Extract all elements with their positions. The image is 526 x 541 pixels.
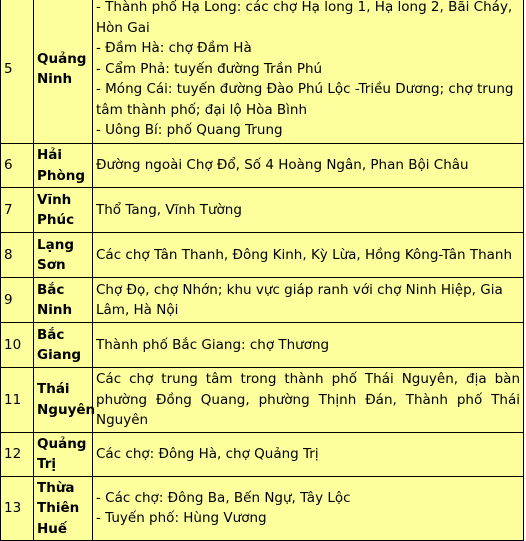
- locations-cell: [93, 368, 524, 433]
- table-row: [1, 278, 524, 323]
- province-name: Quảng Ninh: [34, 0, 93, 144]
- row-number: 9: [1, 278, 34, 323]
- location-line: Các chợ Tân Thanh, Đông Kinh, Kỳ Lừa, Hồng Kông-Tân Thanh: [96, 246, 513, 263]
- table-row: [1, 144, 524, 188]
- locations-cell: [93, 476, 524, 541]
- locations-cell: [93, 233, 524, 278]
- location-line: - Các chợ: Đông Ba, Bến Ngự, Tây Lộc: [96, 489, 351, 506]
- province-name: Quảng Trị: [34, 432, 93, 476]
- location-line: - Cẩm Phả: tuyến đường Trần Phú: [96, 60, 323, 77]
- locations-cell: [93, 432, 524, 476]
- location-line: - Thành phố Hạ Long: các chợ Hạ long 1, Hạ long 2, Bãi Cháy, Hòn Gai: [96, 0, 513, 36]
- location-line: Chợ Đọ, chợ Nhớn; khu vực giáp ranh với chợ Ninh Hiệp, Gia Lâm, Hà Nội: [96, 281, 503, 318]
- locations-cell: [93, 278, 524, 323]
- location-line: - Tuyến phố: Hùng Vương: [96, 510, 267, 527]
- locations-cell: [93, 0, 524, 144]
- province-name: Thừa Thiên Huế: [34, 476, 93, 541]
- location-line: Các chợ: Đông Hà, chợ Quảng Trị: [96, 445, 319, 462]
- table-row: [1, 368, 524, 433]
- location-line: Thành phố Bắc Giang: chợ Thương: [96, 336, 330, 353]
- province-name: Lạng Sơn: [34, 233, 93, 278]
- location-line: - Móng Cái: tuyến đường Đào Phú Lộc -Triều Dương; chợ trung tâm thành phố; đại lộ Hòa Bình: [96, 81, 514, 118]
- province-name: Thái Nguyên: [34, 368, 93, 433]
- row-number: 6: [1, 144, 34, 188]
- row-number: 11: [1, 368, 34, 433]
- province-name: Hải Phòng: [34, 144, 93, 188]
- row-number: 13: [1, 476, 34, 541]
- province-name: Bắc Giang: [34, 323, 93, 368]
- location-line: Thổ Tang, Vĩnh Tường: [96, 201, 242, 218]
- location-line: Các chợ trung tâm trong thành phố Thái Nguyên, địa bàn phường Đồng Quang, phường Thịnh Đán, Thành phố Thái Nguyên: [96, 371, 520, 428]
- row-number: 10: [1, 323, 34, 368]
- table-row: [1, 476, 524, 541]
- location-line: - Uông Bí: phố Quang Trung: [96, 122, 283, 139]
- row-number: 7: [1, 188, 34, 233]
- table-row: [1, 432, 524, 476]
- table-row: [1, 188, 524, 233]
- locations-cell: [93, 323, 524, 368]
- province-name: Bắc Ninh: [34, 278, 93, 323]
- locations-cell: [93, 144, 524, 188]
- row-number: 12: [1, 432, 34, 476]
- table-row: [1, 323, 524, 368]
- province-name: Vĩnh Phúc: [34, 188, 93, 233]
- row-number: 8: [1, 233, 34, 278]
- location-line: Đường ngoài Chợ Đổ, Số 4 Hoàng Ngân, Phan Bội Châu: [96, 157, 469, 174]
- location-line: - Đầm Hà: chợ Đầm Hà: [96, 40, 252, 57]
- locations-cell: [93, 188, 524, 233]
- table-row: [1, 233, 524, 278]
- table-row: [1, 0, 524, 144]
- row-number: 5: [1, 0, 34, 144]
